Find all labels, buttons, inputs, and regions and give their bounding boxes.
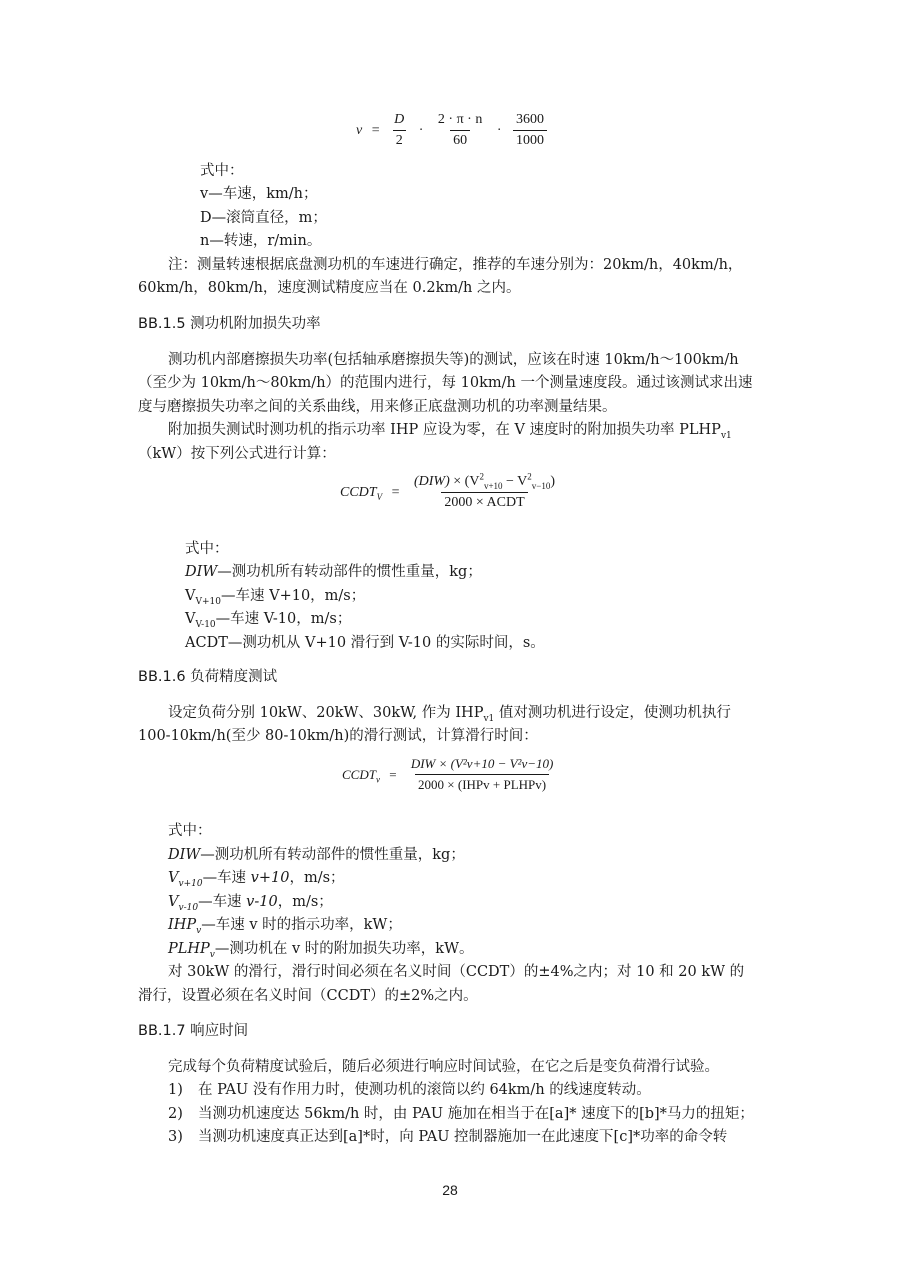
text-line: $IHP_v—$车速 v 时的指示功率，kW； [168,917,402,936]
text-line: DIW—测功机所有转动部件的惯性重量，kg； [168,847,465,863]
text-line: 测功机内部磨擦损失功率(包括轴承磨擦损失等)的测试，应该在时速 10km/h～100km/h [168,352,739,368]
equation-ccdt-v-load: $CCDT_v$ = $\frac{\text{DIW × (V²v+10 − V²v−10)}}{\text{2000 × (IHPv + PLHPv)}}$ [342,756,558,793]
text-line: 式中： [200,163,244,179]
text-line: 完成每个负荷精度试验后，随后必须进行响应时间试验，在它之后是变负荷滑行试验。 [168,1059,719,1075]
text-line: 100-10km/h(至少 80-10km/h)的滑行测试，计算滑行时间： [138,728,538,744]
text-line: 式中： [185,541,229,557]
note-line: 注：测量转速根据底盘测功机的车速进行确定，推荐的车速分别为：20km/h，40km/h， [168,257,743,273]
text-line: D—滚筒直径，m； [200,210,327,226]
text-line: （至少为 10km/h～80km/h）的范围内进行，每 10km/h 一个测量速度段。通过该测试求出速 [138,375,753,391]
text-line: ACDT—测功机从 V+10 滑行到 V-10 的实际时间，s。 [185,635,545,651]
eq-fraction: $\frac{3600}{1000}$ [513,112,547,149]
list-item: 3) 当测功机速度真正达到[a]*时，向 PAU 控制器施加一在此速度下[c]*功率的命令转 [168,1129,728,1145]
eq-lhs: v [356,122,363,138]
section-heading: BB.1.7 响应时间 [138,1023,249,1039]
text-line: DIW—测功机所有转动部件的惯性重量，kg； [185,564,482,580]
text-line: 设定负荷分别 10kW、20kW、30kW, 作为 $IHP_{v1}$ 值对测功机进行设定，使测功机执行 [168,705,731,724]
text-line: v—车速，km/h； [200,186,318,202]
eq-fraction: $\frac{\text{DIW × (V²v+10 − V²v−10)}}{\text{2000 × (IHPv + PLHPv)}}$ [410,756,554,792]
text-line: 附加损失测试时测功机的指示功率 IHP 应设为零，在 V 速度时的附加损失功率 $PLHP_{v1}$ [168,422,732,441]
text-line: n—转速，r/min。 [200,233,322,249]
section-heading: BB.1.5 测功机附加损失功率 [138,316,321,332]
text-line: 对 30kW 的滑行，滑行时间必须在名义时间（CCDT）的±4%之内；对 10 和 20 kW 的 [168,964,745,980]
list-item: 2) 当测功机速度达 56km/h 时，由 PAU 施加在相当于在[a]* 速度下的[b]*马力的扭矩； [168,1106,754,1122]
text-line: 式中： [168,823,212,839]
note-line: 60km/h，80km/h，速度测试精度应当在 0.2km/h 之内。 [138,280,521,296]
text-line: $V_{V+10}—$车速 V+10，m/s； [185,588,366,607]
eq-equals: = [371,122,380,138]
text-line: $V_{V-10}—$车速 V-10，m/s； [185,611,352,630]
text-line: 滑行，设置必须在名义时间（CCDT）的±2%之内。 [138,988,478,1004]
eq-fraction: $\frac{2 \cdot \pi \cdot n}{60}$ [437,112,483,148]
text-line: $V_{v-10}—$车速 v-10，m/s； [168,894,333,913]
list-item: 1) 在 PAU 没有作用力时，使测功机的滚筒以约 64km/h 的线速度转动。 [168,1082,651,1098]
page-number: 28 [442,1182,458,1198]
equation-ccdt-v: $CCDT_V$ = $\frac{(DIW) \times (V^2_{v+10} - V^2_{v-10})}{\text{2000 × ACDT}}$ [340,474,560,511]
text-line: $PLHP_v—$测功机在 v 时的附加损失功率，kW。 [168,941,474,960]
section-heading: BB.1.6 负荷精度测试 [138,669,278,685]
equation-speed: v = $\frac{D}{2}$ · $\frac{2 \cdot \pi \cdot n}{60}$ · $\frac{3600}{1000}$ [356,112,549,149]
eq-fraction: $\frac{D}{2}$ [394,112,405,148]
text-line: 度与磨擦损失功率之间的关系曲线，用来修正底盘测功机的功率测量结果。 [138,399,617,415]
text-line: （kW）按下列公式进行计算： [138,446,336,462]
eq-fraction: $\frac{(DIW) \times (V^2_{v+10} - V^2_{v-10})}{\text{2000 × ACDT}}$ [413,471,556,510]
text-line: $V_{v+10}—$车速 v+10，m/s； [168,870,345,889]
